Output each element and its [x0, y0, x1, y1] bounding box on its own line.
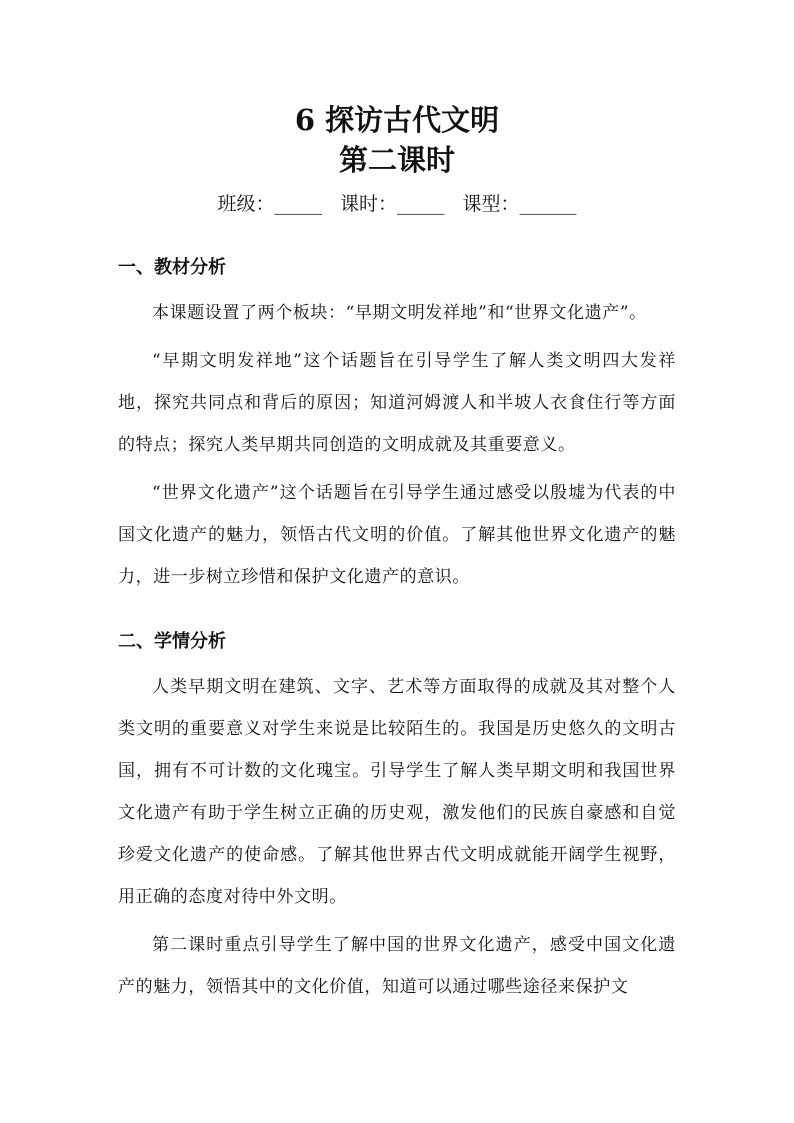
class-blank: _____: [274, 193, 322, 215]
class-label: 班级：: [217, 193, 275, 215]
paragraph: “世界文化遗产”这个话题旨在引导学生通过感受以殷墟为代表的中国文化遗产的魅力，领悟古代文明的价值。了解其他世界文化遗产的魅力，进一步树立珍惜和保护文化遗产的意识。: [118, 483, 676, 587]
period-blank: _____: [397, 193, 445, 215]
document-subtitle: 第二课时: [338, 143, 455, 177]
section-heading-textbook-analysis: 一、教材分析: [118, 257, 226, 278]
paragraph: 本课题设置了两个板块：“早期文明发祥地”和“世界文化遗产”。: [152, 303, 647, 323]
lesson-type-blank: ______: [519, 193, 577, 215]
paragraph: “早期文明发祥地”这个话题旨在引导学生了解人类文明四大发祥地，探究共同点和背后的原因；知道河姆渡人和半坡人衣食住行等方面的特点；探究人类早期共同创造的文明成就及其重要意义。: [118, 351, 676, 455]
class-info-line: [118, 190, 676, 218]
lesson-type-label: 课型：: [462, 193, 520, 215]
period-label: 课时：: [339, 193, 397, 215]
section-heading-learner-analysis: 二、学情分析: [118, 631, 226, 652]
paragraph: 第二课时重点引导学生了解中国的世界文化遗产，感受中国文化遗产的魅力，领悟其中的文化价值，知道可以通过哪些途径来保护文: [118, 935, 676, 997]
document-title: 6 探访古代文明: [294, 103, 500, 137]
paragraph: 人类早期文明在建筑、文字、艺术等方面取得的成就及其对整个人类文明的重要意义对学生来说是比较陌生的。我国是历史悠久的文明古国，拥有不可计数的文化瑰宝。引导学生了解人类早期文明和我国世界文化遗产有助于学生树立正确的历史观，激发他们的民族自豪感和自觉珍爱文化遗产的使命感。了解其他世界古代文明成就能开阔学生视野，用正确的态度对待中外文明。: [118, 677, 676, 907]
